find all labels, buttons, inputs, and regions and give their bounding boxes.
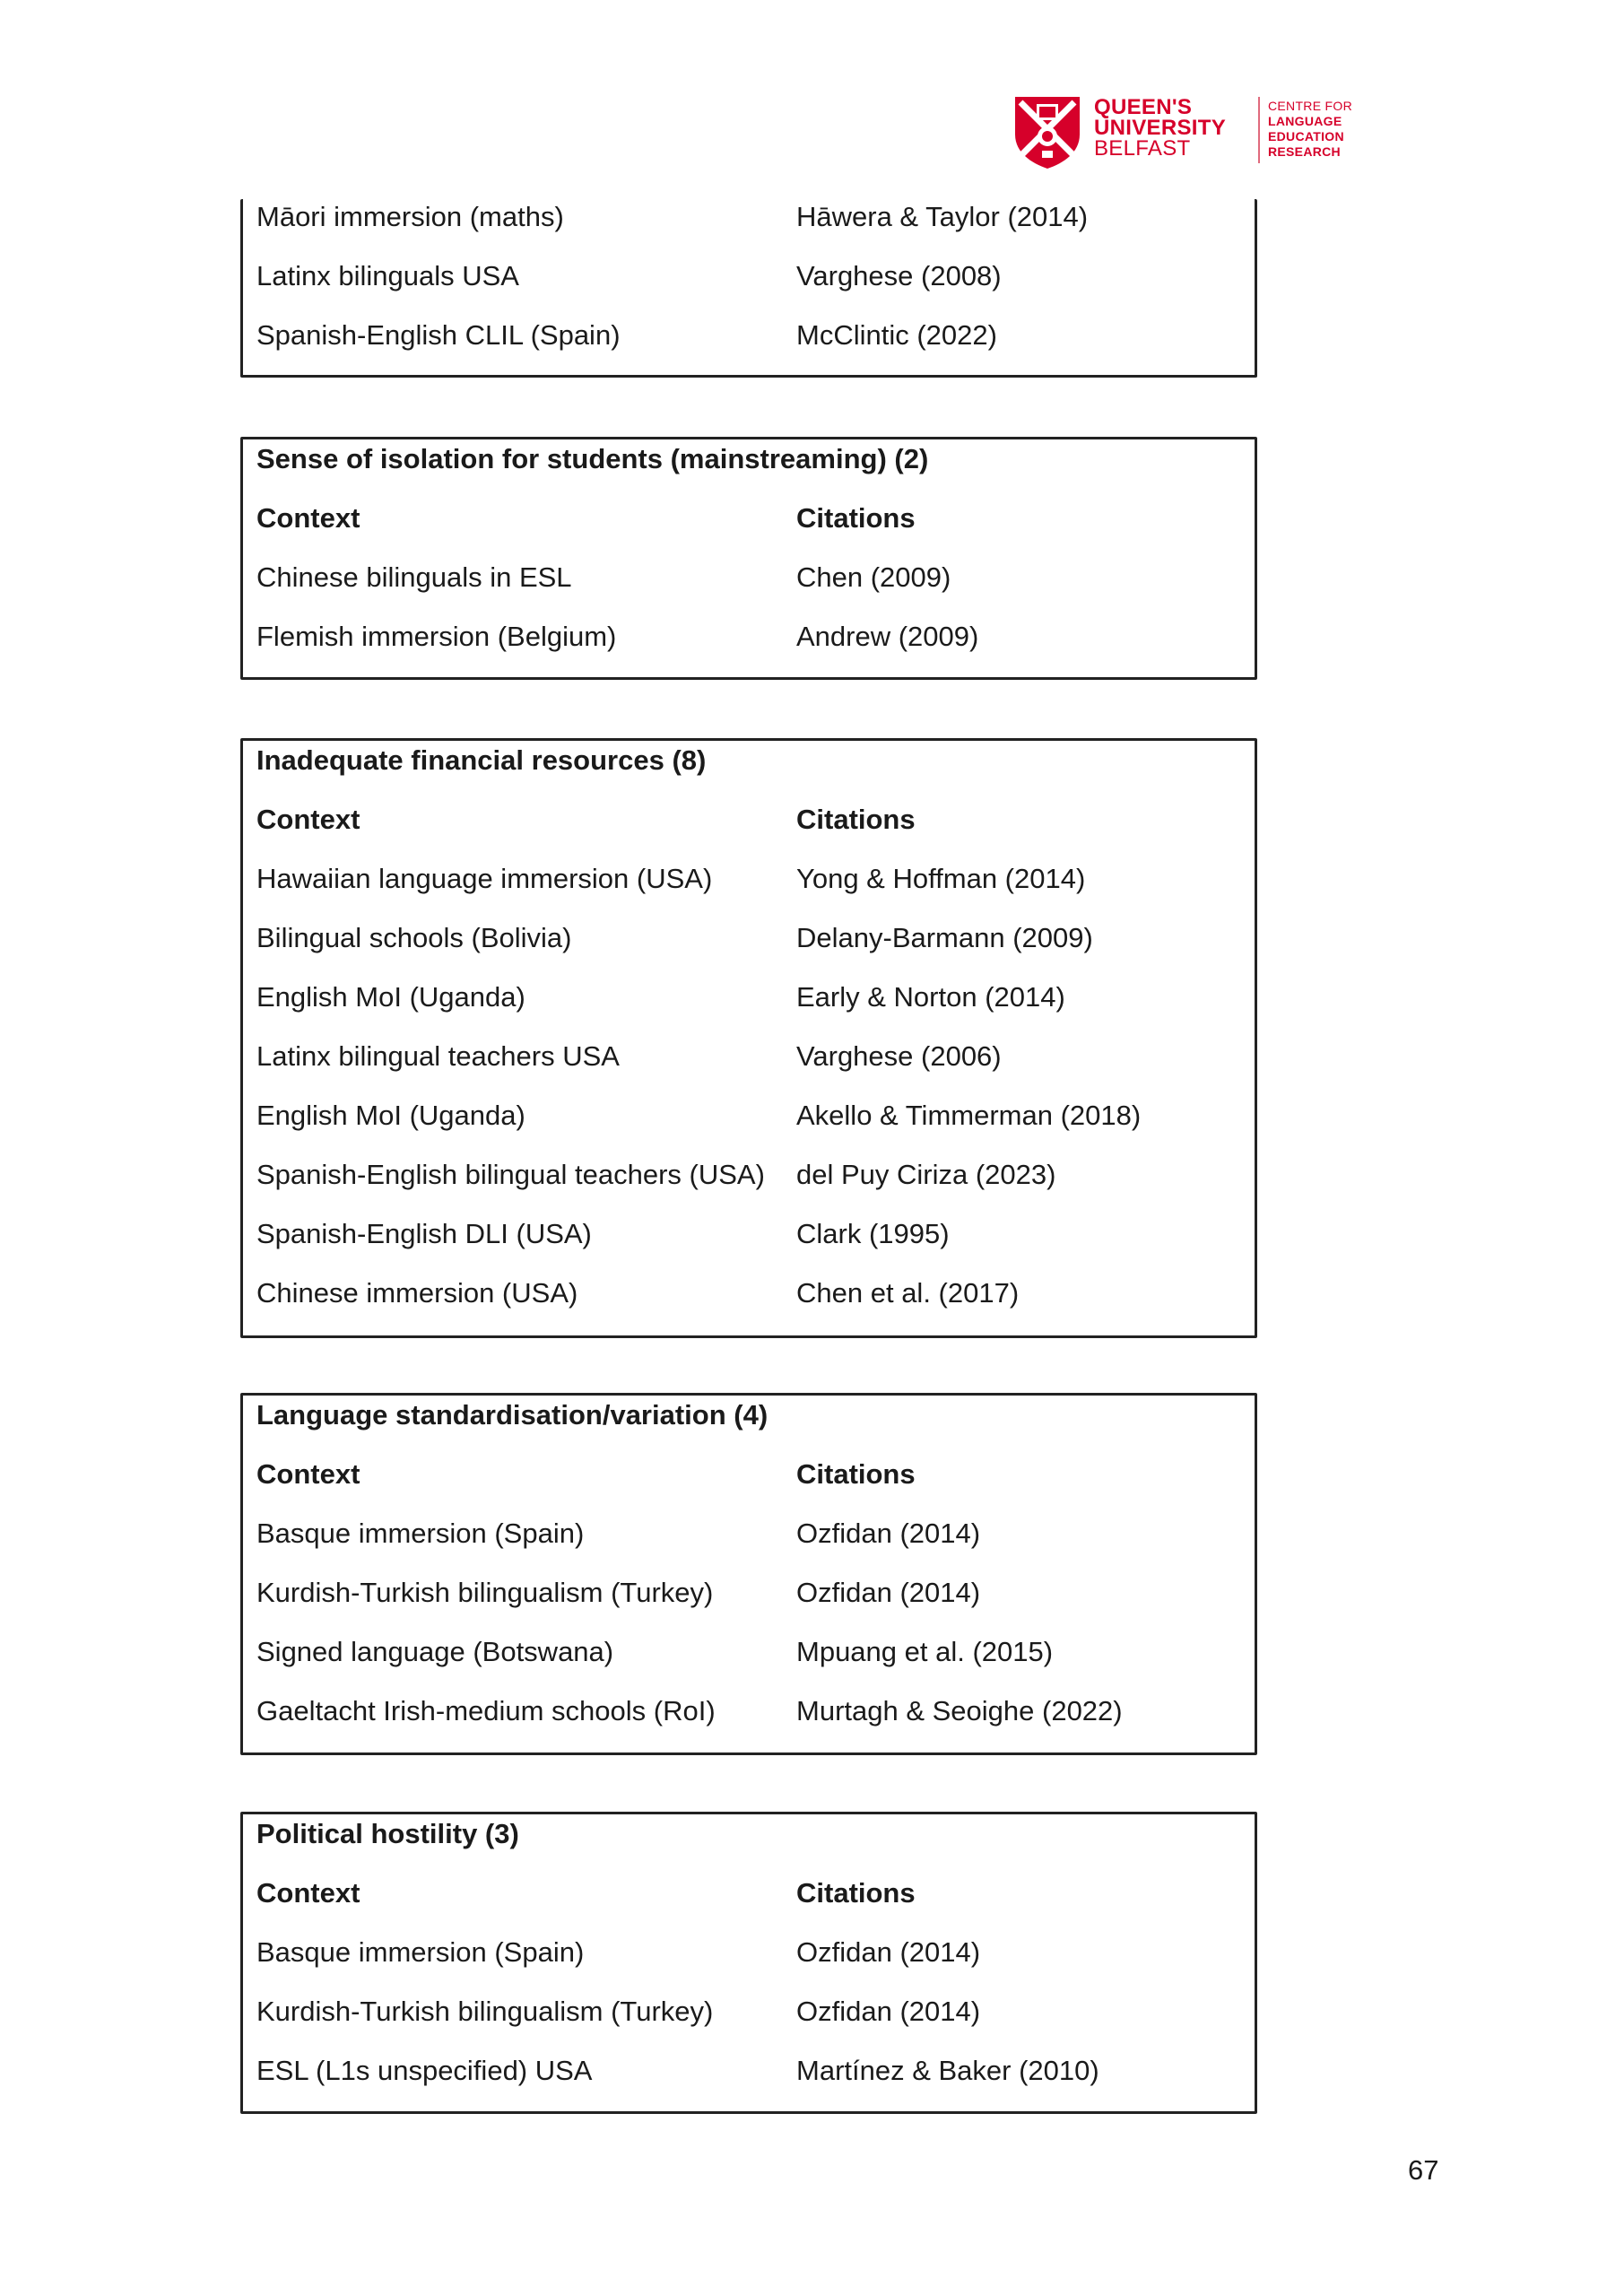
context-header: Context (256, 1877, 360, 1909)
context-header: Context (256, 804, 360, 835)
table-row (256, 920, 1246, 956)
context-cell: Latinx bilingual teachers USA (256, 1040, 620, 1072)
context-cell: Spanish-English CLIL (Spain) (256, 319, 621, 351)
centre-line-3: EDUCATION (1268, 129, 1344, 144)
table-row (256, 258, 1246, 294)
centre-line-4: RESEARCH (1268, 144, 1341, 159)
citation-cell: Andrew (2009) (796, 621, 979, 652)
context-cell: Latinx bilinguals USA (256, 260, 519, 291)
context-cell: Basque immersion (Spain) (256, 1936, 585, 1968)
centre-name (1268, 99, 1352, 160)
citation-cell: Ozfidan (2014) (796, 1996, 981, 2027)
table-row (256, 1634, 1246, 1670)
table-political-hostility (240, 1812, 1257, 2114)
table-row (256, 1157, 1246, 1193)
citation-cell: Akello & Timmerman (2018) (796, 1100, 1142, 1131)
table-title: Sense of isolation for students (mainstreaming) (2) (256, 443, 929, 474)
context-header: Context (256, 502, 360, 534)
table-standardisation (240, 1393, 1257, 1755)
table-row (256, 619, 1246, 655)
logo-line-queens: QUEEN'S (1094, 95, 1193, 119)
table-row (256, 1098, 1246, 1134)
context-cell: Signed language (Botswana) (256, 1636, 614, 1667)
citation-cell: McClintic (2022) (796, 319, 997, 351)
citation-cell: Early & Norton (2014) (796, 981, 1065, 1013)
citation-cell: Clark (1995) (796, 1218, 950, 1249)
table-row (256, 861, 1246, 897)
context-cell: Māori immersion (maths) (256, 201, 564, 232)
citations-header: Citations (796, 1458, 916, 1490)
context-header: Context (256, 1458, 360, 1490)
table-header-row (256, 802, 1246, 838)
table-continued (240, 199, 1257, 378)
context-cell: Chinese immersion (USA) (256, 1277, 578, 1309)
citation-cell: Murtagh & Seoighe (2022) (796, 1695, 1123, 1726)
table-financial-resources (240, 738, 1257, 1338)
table-row (256, 199, 1246, 235)
citation-cell: Chen et al. (2017) (796, 1277, 1020, 1309)
table-row (256, 1275, 1246, 1311)
citations-header: Citations (796, 1877, 916, 1909)
citations-header: Citations (796, 502, 916, 534)
table-row (256, 1575, 1246, 1611)
context-cell: Kurdish-Turkish bilingualism (Turkey) (256, 1996, 714, 2027)
citation-cell: Martínez & Baker (2010) (796, 2055, 1099, 2086)
table-row (256, 317, 1246, 353)
logo-line-university: UNIVERSITY (1094, 116, 1227, 140)
citation-cell: Ozfidan (2014) (796, 1577, 981, 1608)
table-row (256, 1994, 1246, 2030)
citation-cell: Delany-Barmann (2009) (796, 922, 1093, 953)
context-cell: Flemish immersion (Belgium) (256, 621, 617, 652)
table-row (256, 1693, 1246, 1729)
context-cell: Bilingual schools (Bolivia) (256, 922, 572, 953)
table-row (256, 1935, 1246, 1970)
citation-cell: Chen (2009) (796, 561, 951, 593)
qub-cler-logo (1012, 93, 1361, 174)
centre-line-1: CENTRE FOR (1268, 99, 1352, 113)
logo-divider (1258, 97, 1260, 163)
table-title: Political hostility (3) (256, 1818, 519, 1849)
table-isolation (240, 437, 1257, 680)
table-row (256, 979, 1246, 1015)
citation-cell: Ozfidan (2014) (796, 1518, 981, 1549)
context-cell: Chinese bilinguals in ESL (256, 561, 572, 593)
context-cell: English MoI (Uganda) (256, 981, 525, 1013)
logo-line-belfast: BELFAST (1094, 136, 1191, 161)
citation-cell: Yong & Hoffman (2014) (796, 863, 1086, 894)
context-cell: Gaeltacht Irish-medium schools (RoI) (256, 1695, 716, 1726)
context-cell: Spanish-English DLI (USA) (256, 1218, 592, 1249)
citation-cell: Hāwera & Taylor (2014) (796, 201, 1089, 232)
table-header-row (256, 1875, 1246, 1911)
citation-cell: del Puy Ciriza (2023) (796, 1159, 1056, 1190)
citation-cell: Varghese (2008) (796, 260, 1002, 291)
university-name (1094, 97, 1226, 159)
table-title: Language standardisation/variation (4) (256, 1399, 769, 1431)
table-title: Inadequate financial resources (8) (256, 744, 707, 776)
context-cell: Hawaiian language immersion (USA) (256, 863, 713, 894)
citation-cell: Ozfidan (2014) (796, 1936, 981, 1968)
table-row (256, 560, 1246, 596)
university-crest-icon (1012, 93, 1083, 170)
citation-cell: Mpuang et al. (2015) (796, 1636, 1054, 1667)
citation-cell: Varghese (2006) (796, 1040, 1002, 1072)
table-row (256, 1039, 1246, 1074)
table-row (256, 1216, 1246, 1252)
context-cell: English MoI (Uganda) (256, 1100, 525, 1131)
centre-line-2: LANGUAGE (1268, 114, 1342, 128)
table-row (256, 2053, 1246, 2089)
context-cell: Kurdish-Turkish bilingualism (Turkey) (256, 1577, 714, 1608)
page-number: 67 (1408, 2154, 1439, 2186)
context-cell: Basque immersion (Spain) (256, 1518, 585, 1549)
table-header-row (256, 500, 1246, 536)
table-header-row (256, 1457, 1246, 1492)
context-cell: Spanish-English bilingual teachers (USA) (256, 1159, 765, 1190)
context-cell: ESL (L1s unspecified) USA (256, 2055, 593, 2086)
citations-header: Citations (796, 804, 916, 835)
table-row (256, 1516, 1246, 1552)
